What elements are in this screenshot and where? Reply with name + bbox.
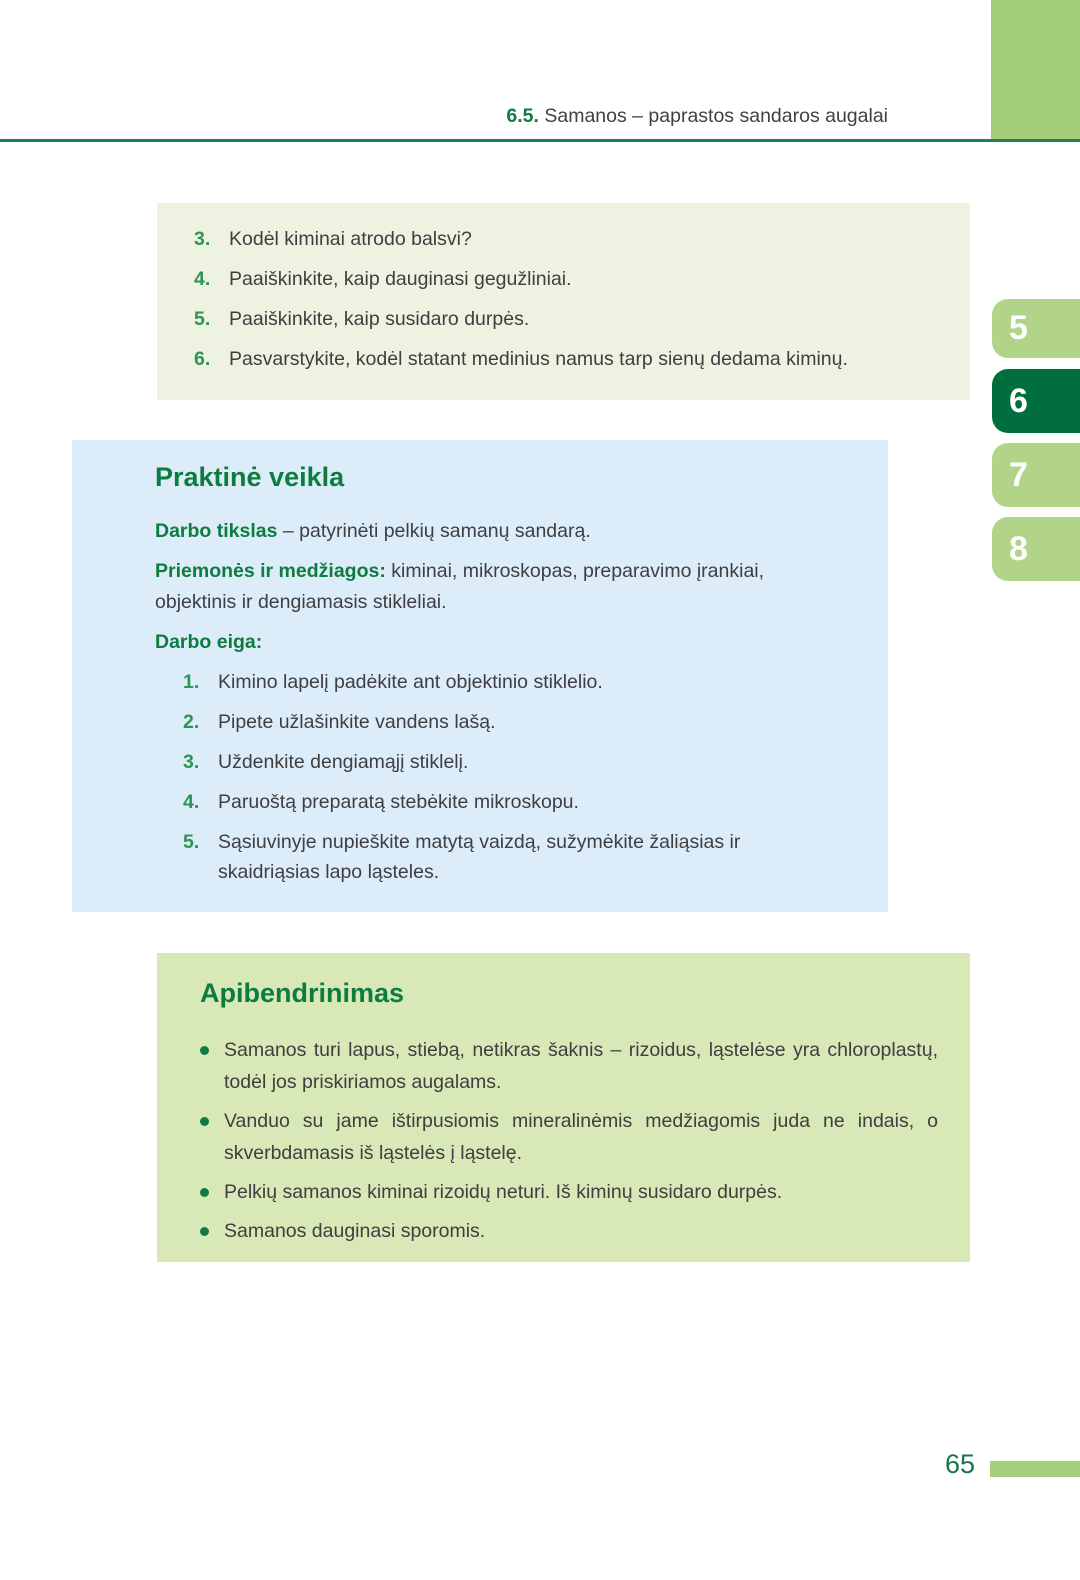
goal-text: – patyrinėti pelkių samanų sandarą.	[277, 520, 591, 542]
question-number: 3.	[194, 228, 211, 250]
practice-title: Praktinė veikla	[155, 462, 345, 492]
step-number: 3.	[183, 751, 200, 773]
step-item	[183, 667, 846, 697]
step-number: 2.	[183, 711, 200, 733]
step-item	[183, 707, 846, 737]
summary-box	[157, 953, 970, 1262]
bullet-text: Pelkių samanos kiminai rizoidų neturi. Iš kiminų susidaro durpės.	[224, 1181, 783, 1203]
summary-title: Apibendrinimas	[200, 978, 405, 1008]
bullet-icon	[200, 1227, 209, 1236]
summary-bullet-item	[200, 1034, 938, 1098]
corner-decoration-block	[991, 0, 1080, 139]
materials-text: kiminai, mikroskopas, preparavimo įrankiai, objektinis ir dengiamasis stikleliai.	[155, 560, 765, 613]
question-item	[194, 268, 940, 291]
side-tab-label: 7	[1009, 455, 1028, 494]
side-tab-5	[992, 299, 1080, 358]
page-number: 65	[944, 1449, 975, 1479]
summary-bullet-item	[200, 1176, 938, 1208]
bullet-icon	[200, 1046, 209, 1055]
question-item	[194, 228, 940, 251]
bullet-text: Samanos dauginasi sporomis.	[224, 1220, 486, 1242]
side-tab-label: 8	[1009, 529, 1028, 568]
question-number: 5.	[194, 308, 211, 330]
step-number: 4.	[183, 791, 200, 813]
step-text: Uždenkite dengiamąjį stiklelį.	[218, 751, 469, 773]
step-text: Pipete užlašinkite vandens lašą.	[218, 711, 496, 733]
step-item	[183, 787, 846, 817]
side-tab-7	[992, 443, 1080, 507]
summary-bullet-item	[200, 1215, 938, 1247]
question-item	[194, 348, 940, 371]
questions-box	[157, 203, 970, 400]
summary-bullet-item	[200, 1105, 938, 1169]
bullet-icon	[200, 1188, 209, 1197]
step-item	[183, 747, 846, 777]
practice-activity-box	[72, 440, 888, 912]
steps-list	[155, 667, 846, 887]
side-tab-label: 6	[1009, 381, 1028, 420]
goal-paragraph	[155, 516, 846, 547]
step-text: Sąsiuvinyje nupieškite matytą vaizdą, sužymėkite žaliąsias ir skaidriąsias lapo ląsteles.	[218, 831, 741, 883]
section-title: Samanos – paprastos sandaros augalai	[544, 105, 888, 127]
question-text: Kodėl kiminai atrodo balsvi?	[229, 228, 472, 250]
step-item	[183, 827, 846, 887]
question-item	[194, 308, 940, 331]
section-number: 6.5.	[506, 105, 539, 127]
side-tab-label: 5	[1009, 309, 1028, 347]
question-text: Paaiškinkite, kaip susidaro durpės.	[229, 308, 530, 330]
step-text: Kimino lapelį padėkite ant objektinio stiklelio.	[218, 671, 603, 693]
page-header	[506, 105, 888, 128]
bullet-icon	[200, 1117, 209, 1126]
materials-paragraph	[155, 556, 846, 618]
bullet-text: Vanduo su jame ištirpusiomis mineralinėmis medžiagomis juda ne indais, o skverbdamasis iš ląstelės į ląstelę.	[224, 1110, 938, 1164]
step-text: Paruoštą preparatą stebėkite mikroskopu.	[218, 791, 579, 813]
question-text: Pasvarstykite, kodėl statant medinius namus tarp sienų dedama kiminų.	[229, 348, 848, 370]
footer-decoration-bar	[990, 1461, 1080, 1477]
question-text: Paaiškinkite, kaip dauginasi gegužliniai.	[229, 268, 572, 290]
steps-heading: Darbo eiga:	[155, 631, 263, 653]
goal-label: Darbo tikslas	[155, 520, 278, 542]
question-number: 4.	[194, 268, 211, 290]
header-divider	[0, 139, 1080, 142]
bullet-text: Samanos turi lapus, stiebą, netikras šaknis – rizoidus, ląstelėse yra chloroplastų, todėl jos priskiriamos augalams.	[224, 1039, 938, 1093]
step-number: 5.	[183, 831, 200, 853]
side-tab-6-active	[992, 369, 1080, 433]
question-number: 6.	[194, 348, 211, 370]
step-number: 1.	[183, 671, 200, 693]
materials-label: Priemonės ir medžiagos:	[155, 560, 386, 582]
side-tab-8	[992, 517, 1080, 581]
